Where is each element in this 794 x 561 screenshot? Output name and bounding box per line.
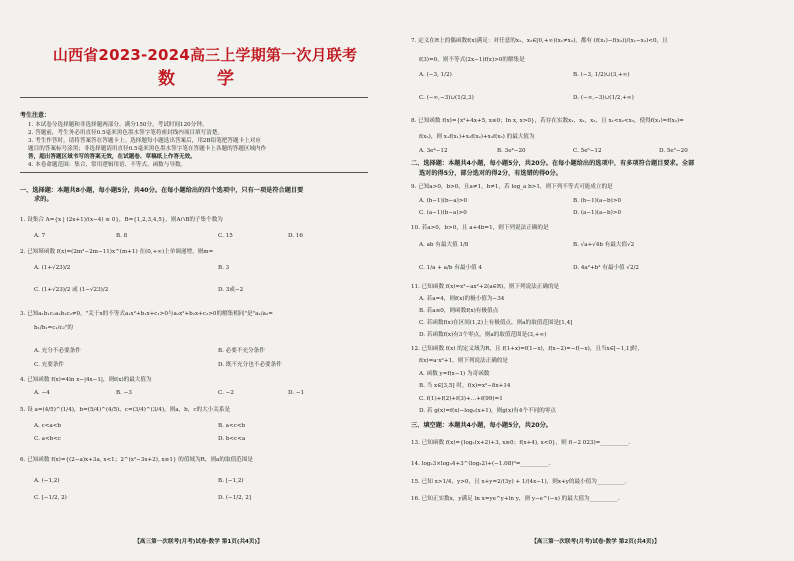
q6-option-b: B. [−1,2) [218,478,244,484]
q1-option-d: D. 16 [288,233,303,239]
q12-option-b: B. 当 x∈[3,5] 时，f(x)=x²−8x+14 [419,383,511,389]
q5-option-a: A. c<a<b [34,423,62,429]
title-divider [20,97,368,98]
question-3: 3. 已知a₁b₁c₁a₂b₂c₂≠0，"关于x的不等式a₁x²+b₁x+c₁>0与a₂x²+b₂x+c₂>0的解集相同"是"a₁/a₂= [20,311,273,317]
notice-line-6: 4. 本卷命题范围：集合、常用逻辑用语、不等式、函数与导数。 [28,162,187,168]
q10-option-c: C. 1/a + a/b 有最小值 4 [419,265,482,271]
question-11: 11. 已知函数 f(x)=x³−ax²+2(a∈R)，则下列说法正确的是 [411,284,560,290]
question-7: 7. 定义在R上的偶函数f(x)满足：对任意的x₁，x₂∈[0,+∞)(x₁≠x₂)，都有 (f(x₁)−f(x₂))/(x₁−x₂)<0，且 [411,38,668,44]
question-6: 6. 已知函数 f(x)={(2−a)x+3a, x<1；2^(x²−3x+2), x≥1} 的值域为R，则a的取值范围是 [20,457,253,463]
q7-option-c: C. (−∞,−3)∪(1/2,3) [419,95,474,101]
section-2-heading: 二、选择题：本题共4小题，每小题5分，共20分。在每小题给出的选项中，有多项符合题目要求。全部 [411,160,695,167]
exam-title: 山西省2023-2024高三上学期第一次月联考 [52,46,358,64]
q8-option-a: A. 3e⁴−12 [419,148,448,154]
q1-option-c: C. 15 [218,233,233,239]
q9-option-a: A. (b−1)(b−a)>0 [419,198,468,204]
q5-option-b: B. a<c<b [218,423,246,429]
notice-line-3: 3. 考生作答时，请将答案答在答题卡上。选择题每小题选出答案后，用2B铅笔把答题卡上对应 [28,138,261,144]
question-12: 12. 已知函数 f(x) 的定义域为R，且 f(1+x)=f(1−x)，f(x−2)=−f(−x)，且当x∈[−1,1]时， [411,346,643,352]
question-10: 10. 若a>0，b>0，且 a+4b=1，则下列说法正确的是 [411,225,549,231]
q10-option-a: A. ab 有最大值 1/8 [419,242,469,248]
q2-option-c: C. (1+√23)/2 或 (1−√23)/2 [34,287,109,293]
notice-line-1: 1. 本试卷分选择题和非选择题两部分。满分150分，考试时间120分钟。 [28,122,208,128]
question-15: 15. 已知 x>1/4，y>0，且 x+y=2/(3y) + 1/(4x−1)，则x+y的最小值为__________. [411,479,627,485]
notice-line-2: 2. 答题前，考生务必用直径0.5毫米黑色墨水签字笔将密封线内项目填写清楚。 [28,130,224,136]
q6-option-d: D. (−1/2, 2] [218,495,252,501]
section-1-heading: 一、选择题：本题共8小题，每小题5分，共40分。在每小题给出的四个选项中，只有一项是符合题目要 [20,187,304,194]
notice-divider [20,172,368,173]
q7-option-b: B. (−3, 1/2)∪(3,+∞) [573,72,630,78]
question-9: 9. 已知a>0，b>0，且a≠1，b≠1，若 log_a b>1，则下列不等式可能成立的是 [411,184,613,190]
q9-option-c: C. (a−1)(b−a)>0 [419,210,467,216]
q1-option-b: B. 8 [116,233,128,239]
q2-option-a: A. (1+√23)/2 [34,265,71,271]
q9-option-b: B. (b−1)(a−b)>0 [573,198,622,204]
q9-option-d: D. (a−1)(a−b)>0 [573,210,622,216]
question-8-cont: f(x₃)，则 x₁f(x₁)+x₂f(x₂)+x₃f(x₃) 的最大值为 [419,134,535,140]
question-8: 8. 已知函数 f(x)={x²+4x+5, x≤0；ln x, x>0}，若存在实数x₁，x₂，x₃，且 x₁<x₂<x₃，使得f(x₁)=f(x₂)= [411,118,684,124]
question-1: 1. 设集合 A={x | (2x+1)/(x−4) ≤ 0}，B={1,2,3,4,5}，则A∩B的子集个数为 [20,217,223,223]
q3-option-d: D. 既不充分也不必要条件 [218,362,282,368]
section-1-heading-cont: 求的。 [34,196,53,203]
q11-option-d: D. 若函数f(x)有3个零点，则a的取值范围是(3,+∞) [419,332,547,338]
question-13: 13. 已知函数 f(x)={log₂(x+2)+3, x≥0；f(x+4), x<0}，则 f(−2 023)=__________. [411,440,631,446]
notice-line-4: 题目的答案标号涂黑；非选择题请用直径0.5毫米黑色墨水签字笔在答题卡上各题的答题区域内作 [28,146,267,152]
page-2 [397,0,794,561]
page-1-footer: 【高三第一次联考(月考)试卷·数学 第1页(共4页)】 [134,539,263,545]
q11-option-a: A. 若a=4，则f(x)的极小值为−34 [419,296,505,302]
q6-option-a: A. (−1,2) [34,478,60,484]
q4-option-d: D. −1 [288,390,305,396]
q3-option-b: B. 必要不充分条件 [218,348,265,354]
q1-option-a: A. 7 [34,233,46,239]
question-2: 2. 已知幂函数 f(x)=(2m²−2m−11)x^(m+1) 在(0,+∞)上单调递增，则m= [20,249,214,255]
q3-option-a: A. 充分不必要条件 [34,348,81,354]
q8-option-b: B. 3e⁴−20 [497,148,526,154]
page-2-footer: 【高三第一次联考(月考)试卷·数学 第2页(共4页)】 [531,539,660,545]
q12-option-c: C. f(1)+f(2)+f(3)+…+f(99)=1 [419,396,503,402]
q7-option-a: A. (−3, 1/2) [419,72,452,78]
q8-option-c: C. 5e⁵−12 [573,148,602,154]
section-2-heading-cont: 选对的得5分，部分选对的得2分，有选错的得0分。 [419,170,562,177]
question-14: 14. log₂3×log₃4+3^(log₃2)+(−1.08)⁰=__________. [411,461,551,467]
q3-option-c: C. 充要条件 [34,362,65,368]
question-12-cont: f(x)=a·x²+1，则下列说法正确的是 [419,358,508,364]
section-3-heading: 三、填空题：本题共4小题，每小题5分，共20分。 [411,422,552,429]
q12-option-a: A. 函数 y=f(x−1) 为奇函数 [419,371,490,377]
q6-option-c: C. [−1/2, 2) [34,495,67,501]
question-5: 5. 设 a=(4/5)^(1/4)，b=(5/4)^(4/5)，c=(3/4)^(3/4)，则a，b，c的大小关系是 [20,407,231,413]
q10-option-b: B. √a+√4b 有最大值√2 [573,242,635,248]
q7-option-d: D. (−∞,−3)∪(1/2,+∞) [573,95,634,101]
question-7-cont: f(3)=0，则不等式(2x−1)f(x)>0的解集是 [419,57,525,63]
notice-line-5: 答，超出答题区域书写的答案无效，在试题卷、草稿纸上作答无效。 [28,154,196,160]
notice-title: 考生注意： [20,112,51,119]
question-3-cont: b₁/b₂=c₁/c₂"的 [34,325,74,331]
q4-option-a: A. −4 [34,390,50,396]
q5-option-c: C. a<b<c [34,436,62,442]
question-4: 4. 已知函数 f(x)=4ln x−|4x−1|，则f(x)的最大值为 [20,377,152,383]
q11-option-c: C. 若函数f(x)在区间(1,2)上有极值点，则a的取值范围是[1,4] [419,320,573,326]
q12-option-d: D. 若 g(x)=f(x)−log₅(x+1)，则g(x)有4个不同的零点 [419,408,557,414]
question-16: 16. 已知正实数x，y满足 ln x=ye^y+ln y，则 y−e^(−x) 的最大值为__________. [411,496,620,502]
q11-option-b: B. 若a≤0，则函数f(x)有极值点 [419,308,499,314]
q2-option-d: D. 3或−2 [218,287,244,293]
exam-subject: 数 学 [158,69,252,89]
q8-option-d: D. 5e⁵−20 [659,148,688,154]
q2-option-b: B. 3 [218,265,230,271]
q5-option-d: D. b<c<a [218,436,246,442]
q4-option-c: C. −2 [218,390,234,396]
q4-option-b: B. −3 [116,390,132,396]
q10-option-d: D. 4a²+b² 有最小值 √2/2 [573,265,639,271]
